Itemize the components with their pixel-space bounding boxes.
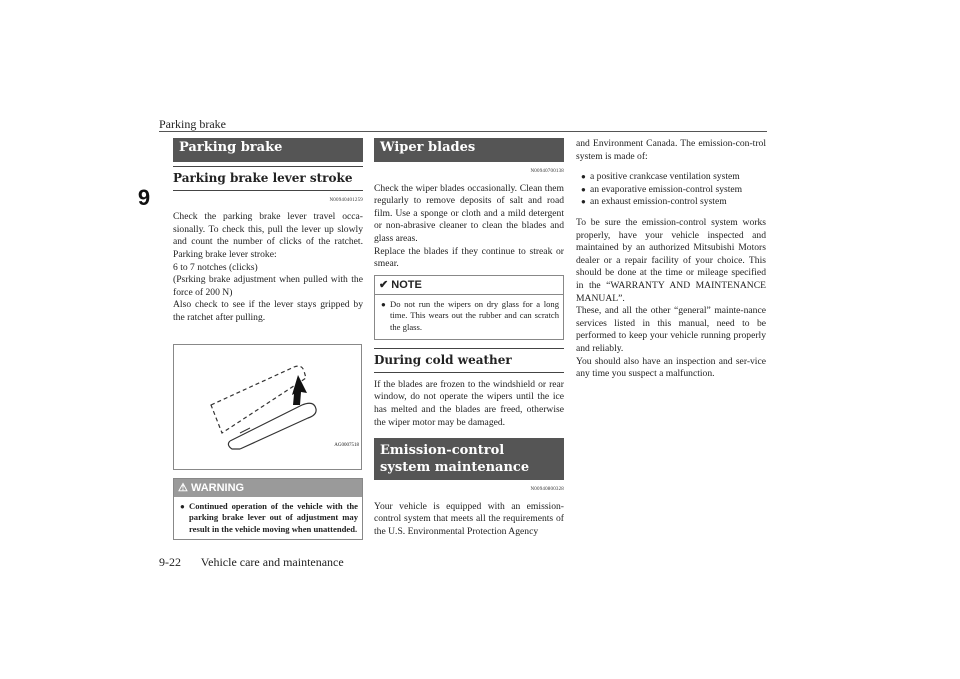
figure-code: AG0007518: [334, 442, 359, 448]
page-footer: [159, 555, 344, 570]
list-item: ● an exhaust emission-control system: [581, 196, 727, 208]
section-code: N00940800328: [530, 487, 564, 493]
list-item: ● an evaporative emission-control system: [581, 183, 743, 195]
section-title-parking-brake: Parking brake: [173, 138, 363, 162]
body-paragraph: Check the parking brake lever travel occa-sionally. To check this, pull the lever up slowly and count the number of clicks of the ratchet. Parking brake lever stroke:: [173, 211, 363, 260]
bullet-icon: ●: [581, 197, 586, 207]
section-title-emission-control: Emission-control system maintenance: [374, 438, 564, 480]
note-text: ● Do not run the wipers on dry glass for a long time. This wears out the rubber and can scratch the glass.: [381, 298, 559, 332]
bullet-icon: ●: [581, 172, 586, 182]
section-code: N00940700138: [530, 169, 564, 174]
note-header: [375, 276, 563, 295]
warning-header: [174, 479, 362, 497]
body-paragraph: Check the wiper blades occasionally. Clean them regularly to remove deposits of salt and road film. Use a sponge or cloth and a mild detergent or non-abrasive cleaner to clean the blades and glass areas.: [374, 182, 564, 244]
bullet-icon: ●: [381, 299, 386, 309]
body-paragraph: 6 to 7 notches (clicks): [173, 261, 258, 273]
body-paragraph: (Psrking brake adjustment when pulled with the force of 200 N): [173, 274, 363, 298]
section-code: N00940401259: [329, 197, 363, 203]
subsection-title-cold-weather: During cold weather: [374, 348, 564, 373]
column-2: [374, 138, 564, 539]
body-paragraph: You should also have an inspection and ser-vice any time you suspect a malfunction.: [576, 355, 766, 380]
column-3: [576, 138, 766, 381]
body-paragraph: If the blades are frozen to the windshield or rear window, do not operate the wipers until the ice has melted and the blades are freed, otherwise the wiper motor may be damaged.: [374, 378, 564, 428]
note-check-icon: ✔: [379, 278, 389, 291]
parking-brake-lever-figure: [173, 344, 362, 470]
bullet-icon: ●: [180, 501, 185, 511]
bullet-icon: ●: [581, 184, 586, 194]
body-paragraph: These, and all the other “general” mainte-nance services listed in this manual, need to be performed to keep your vehicle running properly and reliably.: [576, 305, 766, 354]
body-paragraph: Replace the blades if they continue to streak or smear.: [374, 245, 564, 270]
note-box: [374, 275, 564, 341]
body-paragraph: To be sure the emission-control system works properly, have your vehicle inspected and maintained by an authorized Mitsubishi Motors dealer or a repair facility of your choice. This should be done at the time or mileage specified in the “WARRANTY AND MAINTENANCE MANUAL”.: [576, 216, 766, 304]
footer-section: Vehicle care and maintenance: [200, 555, 344, 569]
column-1: [173, 138, 363, 540]
warning-triangle-icon: ⚠: [178, 481, 188, 494]
emission-system-list: [576, 171, 766, 209]
running-header-title: Parking brake: [159, 117, 226, 131]
warning-box: [173, 478, 363, 541]
subsection-title-lever-stroke: Parking brake lever stroke: [173, 166, 363, 191]
chapter-tab: 9: [131, 183, 157, 213]
warning-label: WARNING: [190, 481, 245, 494]
note-label: NOTE: [391, 278, 422, 291]
body-paragraph: Also check to see if the lever stays gripped by the ratchet after pulling.: [173, 299, 363, 323]
list-item: ● a positive crankcase ventilation system: [581, 171, 740, 183]
warning-text: ● Continued operation of the vehicle with the parking brake lever out of adjustment may result in the vehicle moving when unattended.: [180, 500, 358, 534]
section-title-wiper-blades: Wiper blades: [374, 138, 564, 162]
lever-illustration: [174, 345, 361, 469]
page-number: 9-22: [159, 555, 181, 569]
body-paragraph: and Environment Canada. The emission-con-trol system is made of:: [576, 138, 766, 162]
body-paragraph: Your vehicle is equipped with an emission-control system that meets all the requirements of the U.S. Environmental Protection Agency: [374, 500, 564, 537]
header-rule: [159, 131, 767, 132]
